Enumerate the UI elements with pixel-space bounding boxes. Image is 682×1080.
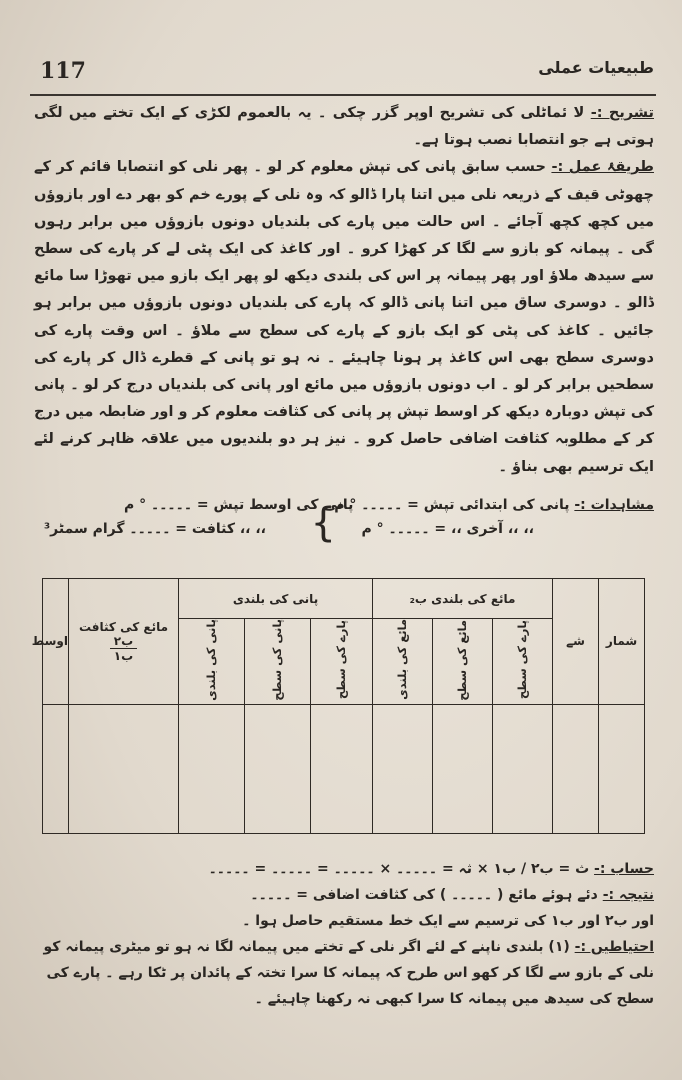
page-header	[0, 52, 682, 92]
header-liquid-height-text: مائع کی بلندی	[395, 619, 410, 701]
calculation-label: حساب :-	[594, 861, 654, 877]
result-text: دئے ہوئے مائع ( ۔۔۔۔۔ ) کی کثافت اضافی = ۔۔۔۔۔	[250, 887, 598, 903]
observations-row-1	[334, 497, 654, 513]
density-fraction	[110, 634, 137, 663]
main-text	[34, 100, 654, 481]
explanation-label: تشریح :-	[590, 105, 654, 121]
table-cell	[311, 704, 373, 833]
header-water-surface-text: پانی کی سطح	[270, 619, 285, 701]
table-cell	[433, 704, 493, 833]
header-serial-text: شمار	[605, 634, 638, 649]
table-cell	[69, 704, 179, 833]
header-water-height	[179, 619, 245, 705]
calculation-text: ث = ب۲ / ب۱ × ثہ = ۔۔۔۔۔ × ۔۔۔۔۔ = ۔۔۔۔۔ = ۔۔۔۔۔	[208, 861, 590, 877]
calculation-line	[34, 856, 654, 882]
procedure-text: حسب سابق پانی کی تپش معلوم کر لو ۔ پھر نلی کو انتصابا قائم کر کے چھوٹی قیف کے ذریعہ نلی میں اتنا پارا ڈالو کہ وہ نلی کے پورے خم کو بھر دے اور بازوؤں میں کچھ کچھ آجائے ۔ اس حالت میں پارے کی بلندیاں دونوں بازوؤں میں برابر رہوں گی ۔ پیمانہ کو بازو سے لگا کر کھڑا کرو ۔ اور کاغذ کی ایک پٹی لے کر پارے کی سطح سے سیدھ ملاؤ اور پھر پیمانہ پر اس کی بلندی دیکھ لو پھر ایک بازو میں تھوڑا سا مائع ڈالو ۔ دوسری ساق میں اتنا پانی ڈالو کہ پارے کی بلندیاں دونوں بازوؤں میں برابر ہو جائیں ۔ کاغذ کی پٹی کو ایک بازو کے پارے کی سطح سے ملاؤ ۔ اس وقت پارے کی دوسری سطح بھی اس کاغذ پر ہونا چاہیئے ۔ نہ ہو تو پانی کے قطرے ڈال کر پارے کی سطحیں برابر کر لو ۔ اب دونوں بازوؤں میں مائع اور پانی کی بلندیاں درج کر لو ۔ پانی کی تپش دوبارہ دیکھ کر اوسط تپش پر پانی کی کثافت معلوم کر و اور ضابطہ میں درج کر کے مطلوبہ کثافت اضافی حاصل کرو ۔ نیز ہر دو بلندیوں میں علاقہ ظاہر کرنے لئے ایک ترسیم بھی بناؤ ۔	[34, 159, 654, 475]
header-water-group: پانی کی بلندی	[179, 579, 373, 619]
table-cell	[493, 704, 553, 833]
header-average	[31, 579, 69, 705]
header-water-height-text: پانی کی بلندی	[204, 619, 219, 701]
procedure-label: طریقۂ عمل :-	[551, 159, 654, 176]
explanation-text: لا ئماٹلی کی تشریح اوپر گزر چکی ۔ یہ بالعموم لکڑی کے ایک تختے میں لگی ہوتی ہے جو انتصابا نصب ہوتا ہے۔	[34, 105, 654, 149]
header-water-mercury-text: پارے کی سطح	[334, 620, 349, 700]
observations-section	[34, 493, 654, 565]
footer-text	[34, 856, 654, 1012]
header-density	[69, 579, 179, 705]
table-cell	[553, 704, 599, 833]
brace-symbol: }	[310, 500, 336, 546]
density-label: مائع کی کثافت	[78, 619, 169, 634]
table-cell	[245, 704, 311, 833]
procedure-paragraph	[34, 154, 654, 480]
initial-temperature: پانی کی ابتدائی تپش = ۔۔۔۔۔ ° م	[334, 497, 570, 513]
header-rule	[30, 94, 656, 96]
table-cell	[43, 704, 69, 833]
header-substance-text: شے	[566, 634, 585, 649]
density-numerator: ب۲	[110, 634, 137, 649]
density-denominator: ب۱	[113, 648, 134, 663]
observations-label: مشاہدات :-	[574, 497, 654, 513]
explanation-paragraph	[34, 100, 654, 154]
precautions-paragraph	[34, 934, 654, 1012]
header-liquid-surface-text: مائع کی سطح	[455, 619, 470, 701]
header-liquid-mercury	[493, 619, 553, 705]
header-liquid-height	[373, 619, 433, 705]
header-liquid-surface	[433, 619, 493, 705]
header-serial	[599, 579, 645, 705]
result-line	[34, 882, 654, 908]
average-temperature: پانی کی اوسط تپش = ۔۔۔۔۔ ° م	[124, 497, 354, 513]
table-cell	[179, 704, 245, 833]
page-number: 117	[40, 58, 86, 84]
book-title: طبیعیات عملی	[538, 58, 654, 77]
observation-table	[31, 578, 645, 834]
header-water-surface	[245, 619, 311, 705]
table-cell	[373, 704, 433, 833]
table-cell	[599, 704, 645, 833]
water-density: ،، ،، کثافت = ۔۔۔۔۔ گرام سمٹر³	[44, 521, 266, 537]
graph-line: اور ب۲ اور ب۱ کی ترسیم سے ایک خط مستقیم حاصل ہوا ۔	[242, 913, 654, 929]
header-liquid-group: مائع کی بلندی ب₂	[373, 579, 553, 619]
header-water-mercury	[311, 619, 373, 705]
precautions-text: (۱) بلندی ناپنے کے لئے اگر نلی کے تختے میں پیمانہ لگا نہ ہو تو میٹری پیمانہ کو نلی کے بازو سے لگا کر کھو اس طرح کہ پیمانہ کا سرا تختہ کے پائدان پر ٹکا رہے ۔ پارے کی سطح کی سیدھ میں پیمانہ کا سرا کبھی نہ رکھنا چاہیئے ۔	[43, 939, 654, 1007]
final-temperature: ،، ،، آخری ،، = ۔۔۔۔۔ ° م	[361, 521, 534, 537]
header-liquid-mercury-text: پارے کی سطح	[515, 620, 530, 700]
precautions-label: احتیاطیں :-	[574, 939, 654, 955]
result-label: نتیجہ :-	[602, 887, 654, 903]
header-substance	[553, 579, 599, 705]
table-row	[43, 704, 645, 833]
header-average-text: اوسط	[31, 634, 68, 649]
